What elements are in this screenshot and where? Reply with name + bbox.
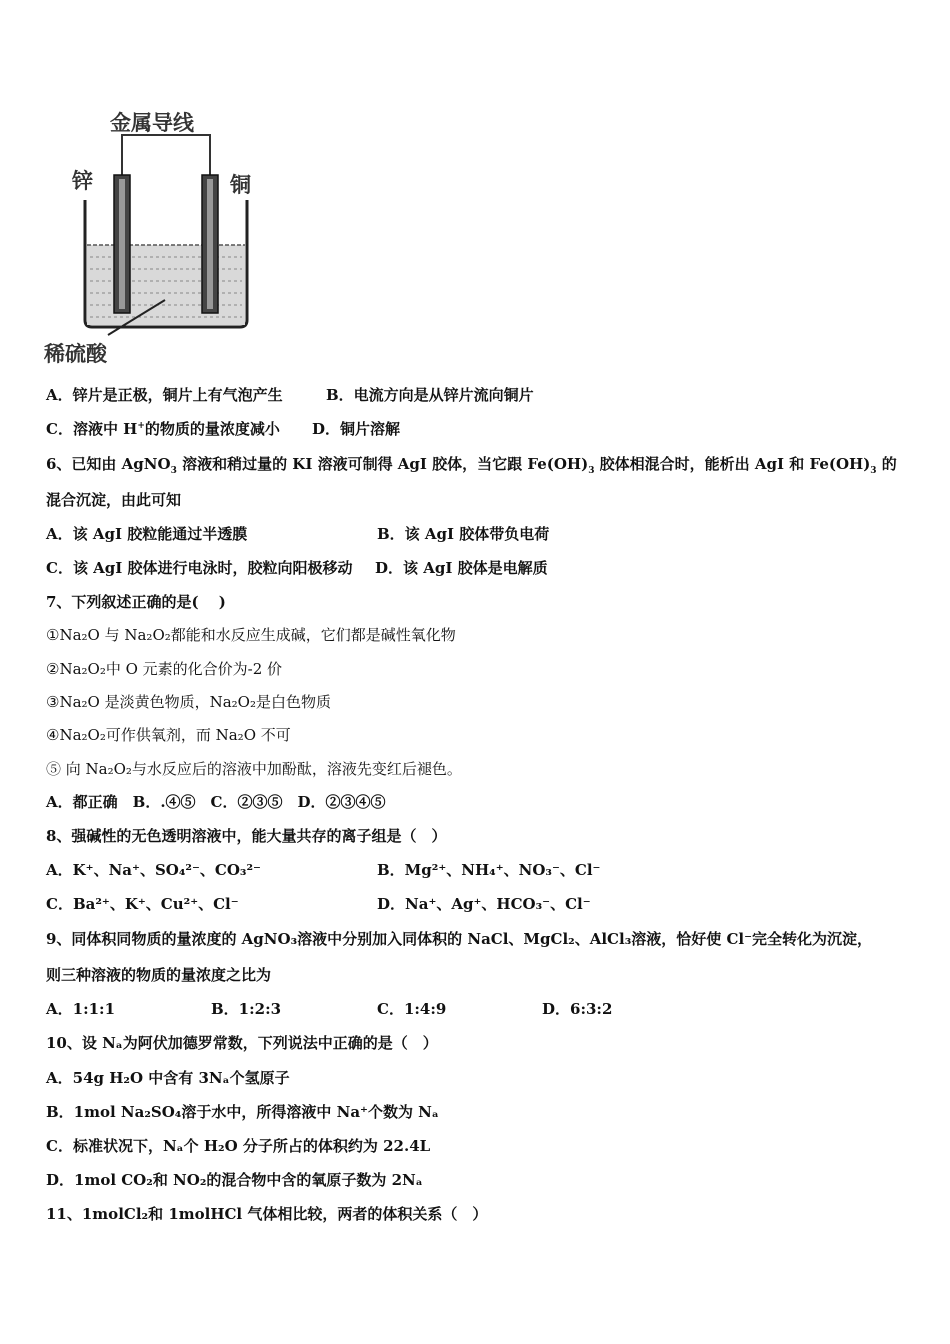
acid-label: 稀硫酸: [44, 341, 107, 366]
q10-stem: 10、设 Nₐ为阿伏加德罗常数，下列说法中正确的是（ ）: [46, 1034, 438, 1052]
q5-option-c: C．溶液中 H+的物质的量浓度减小: [46, 420, 280, 438]
q10-option-d: D．1mol CO₂和 NO₂的混合物中含的氧原子数为 2Nₐ: [46, 1171, 423, 1189]
q10-option-b: B．1mol Na₂SO₄溶于水中，所得溶液中 Na⁺个数为 Nₐ: [46, 1103, 439, 1121]
q9-stem-line2: 则三种溶液的物质的量浓度之比为: [46, 966, 272, 984]
zinc-label: 锌: [72, 168, 93, 193]
q8-stem: 8、强碱性的无色透明溶液中，能大量共存的离子组是（ ）: [46, 827, 447, 845]
q9-option-d: D．6:3:2: [542, 1000, 613, 1018]
q9-option-c: C．1:4:9: [377, 1000, 447, 1018]
q6-option-c: C．该 AgI 胶体进行电泳时，胶粒向阳极移动: [46, 559, 353, 577]
q5-option-d: D．铜片溶解: [312, 420, 401, 438]
q6-stem-line2: 混合沉淀，由此可知: [46, 491, 182, 509]
q7-statement-3: ③Na₂O 是淡黄色物质，Na₂O₂是白色物质: [46, 693, 331, 711]
q8-option-b: B．Mg²⁺、NH₄⁺、NO₃⁻、Cl⁻: [377, 861, 601, 879]
q6-option-b: B．该 AgI 胶体带负电荷: [377, 525, 550, 543]
metal-wire: [122, 135, 210, 178]
q6-option-d: D．该 AgI 胶体是电解质: [375, 559, 548, 577]
q7-statement-2: ②Na₂O₂中 O 元素的化合价为-2 价: [46, 660, 283, 678]
q9-stem: 9、同体积同物质的量浓度的 AgNO₃溶液中分别加入同体积的 NaCl、MgCl₂、AlCl₃溶液，恰好使 Cl⁻完全转化为沉淀，: [46, 930, 873, 948]
q8-option-a: A．K⁺、Na⁺、SO₄²⁻、CO₃²⁻: [46, 861, 261, 879]
q9-option-b: B．1:2:3: [211, 1000, 282, 1018]
wire-label: 金属导线: [110, 110, 194, 135]
q8-option-d: D．Na⁺、Ag⁺、HCO₃⁻、Cl⁻: [377, 895, 591, 913]
q5-option-a: A．锌片是正极，铜片上有气泡产生: [46, 386, 283, 404]
q7-statement-5: ⑤ 向 Na₂O₂与水反应后的溶液中加酚酞，溶液先变红后褪色。: [46, 760, 462, 778]
q5-option-b: B．电流方向是从锌片流向铜片: [326, 386, 534, 404]
q7-stem: 7、下列叙述正确的是( ): [46, 593, 226, 611]
q11-stem: 11、1molCl₂和 1molHCl 气体相比较，两者的体积关系（ ）: [46, 1205, 488, 1223]
q10-option-a: A．54g H₂O 中含有 3Nₐ个氢原子: [46, 1069, 290, 1087]
q9-option-a: A．1:1:1: [46, 1000, 116, 1018]
q10-option-c: C．标准状况下，Nₐ个 H₂O 分子所占的体积约为 22.4L: [46, 1137, 431, 1155]
q7-statement-4: ④Na₂O₂可作供氧剂，而 Na₂O 不可: [46, 726, 291, 744]
q6-stem: 6、已知由 AgNO$_3$ 溶液和稍过量的 KI 溶液可制得 AgI 胶体，当它跟 $Fe(OH)_3$ 胶体相混合时，能析出 AgI 和 $Fe(OH)_3$ 的: [46, 455, 897, 476]
q8-option-c: C．Ba²⁺、K⁺、Cu²⁺、Cl⁻: [46, 895, 239, 913]
q7-options: A．都正确 B．.④⑤ C．②③⑤ D．②③④⑤: [46, 793, 386, 811]
q6-option-a: A．该 AgI 胶粒能通过半透膜: [46, 525, 248, 543]
q7-statement-1: ①Na₂O 与 Na₂O₂都能和水反应生成碱，它们都是碱性氧化物: [46, 626, 456, 644]
copper-label: 铜: [230, 172, 251, 197]
galvanic-cell-figure: [40, 95, 270, 370]
